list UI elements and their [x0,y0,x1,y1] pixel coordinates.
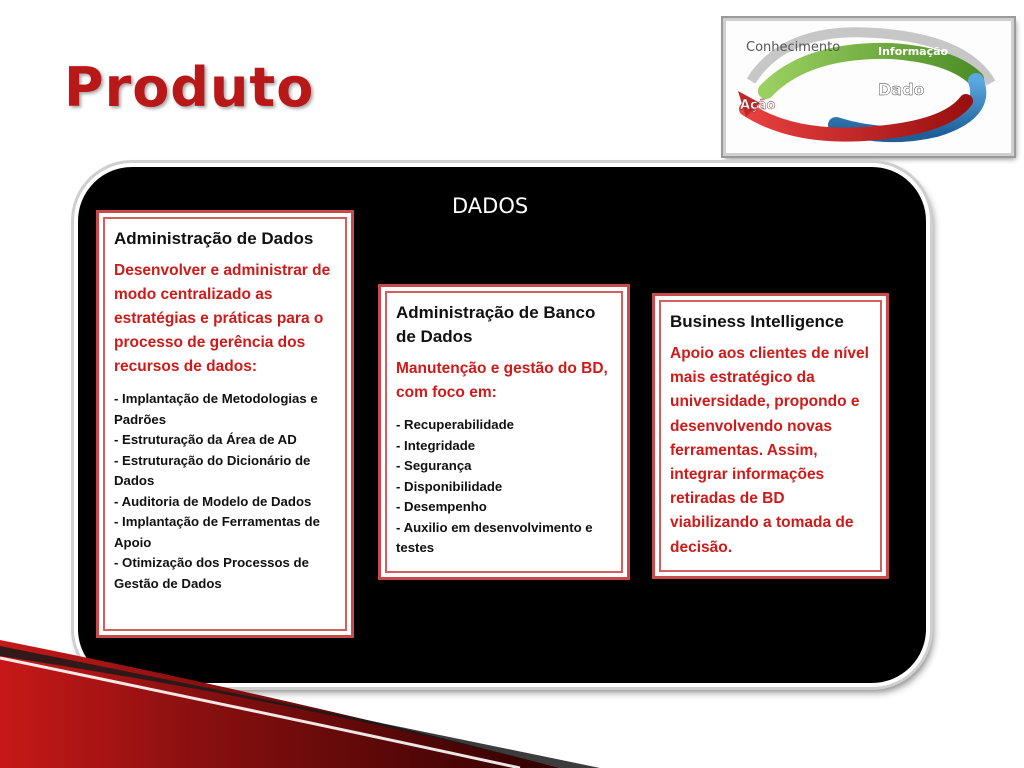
card-administracao-de-banco-de-dados [378,284,630,580]
cycle-diagram-icon [726,21,1011,153]
logo-word-acao: Ação [740,98,776,113]
list-item: - Estruturação do Dicionário de Dados [114,452,311,488]
list-item: - Auxilio em desenvolvimento e testes [396,519,593,555]
list-item: - Otimização dos Processos de Gestão de Dados [114,555,309,591]
logo-word-conhecimento: Conhecimento [746,40,841,55]
list-item: - Implantação de Ferramentas de Apoio [114,514,320,550]
card-description: Apoio aos clientes de nível mais estratégico da universidade, propondo e desenvolvendo novas ferramentas. Assim, integrar informações retiradas de BD viabilizando a tomada de decisão. [670,345,869,556]
card-title: Administração de Banco de Dados [396,303,596,346]
list-item: - Segurança [396,458,472,473]
list-item: - Auditoria de Modelo de Dados [114,493,312,509]
logo-word-dado: Dado [878,80,925,99]
logo-word-informacao: Informação [878,45,949,58]
decorative-swoosh [0,640,1024,768]
card-item-list [114,389,336,594]
card-item-list [396,415,612,559]
list-item: - Recuperabilidade [396,417,514,432]
card-administracao-de-dados [96,210,354,638]
list-item: - Disponibilidade [396,478,503,494]
card-description: Desenvolver e administrar de modo centralizado as estratégias e práticas para o processo de gerência dos recursos de dados: [114,262,331,375]
card-description: Manutenção e gestão do BD, com foco em: [396,360,608,401]
slide-title: Produto [64,56,315,119]
list-item: - Desempenho [396,499,487,514]
list-item: - Integridade [396,437,476,453]
cycle-logo-image [723,18,1014,156]
list-item: - Implantação de Metodologias e Padrões [114,391,318,427]
card-title: Business Intelligence [670,312,844,331]
card-business-intelligence [652,293,889,579]
panel-heading: DADOS [452,194,529,218]
list-item: - Estruturação da Área de AD [114,432,297,447]
card-title: Administração de Dados [114,229,314,248]
